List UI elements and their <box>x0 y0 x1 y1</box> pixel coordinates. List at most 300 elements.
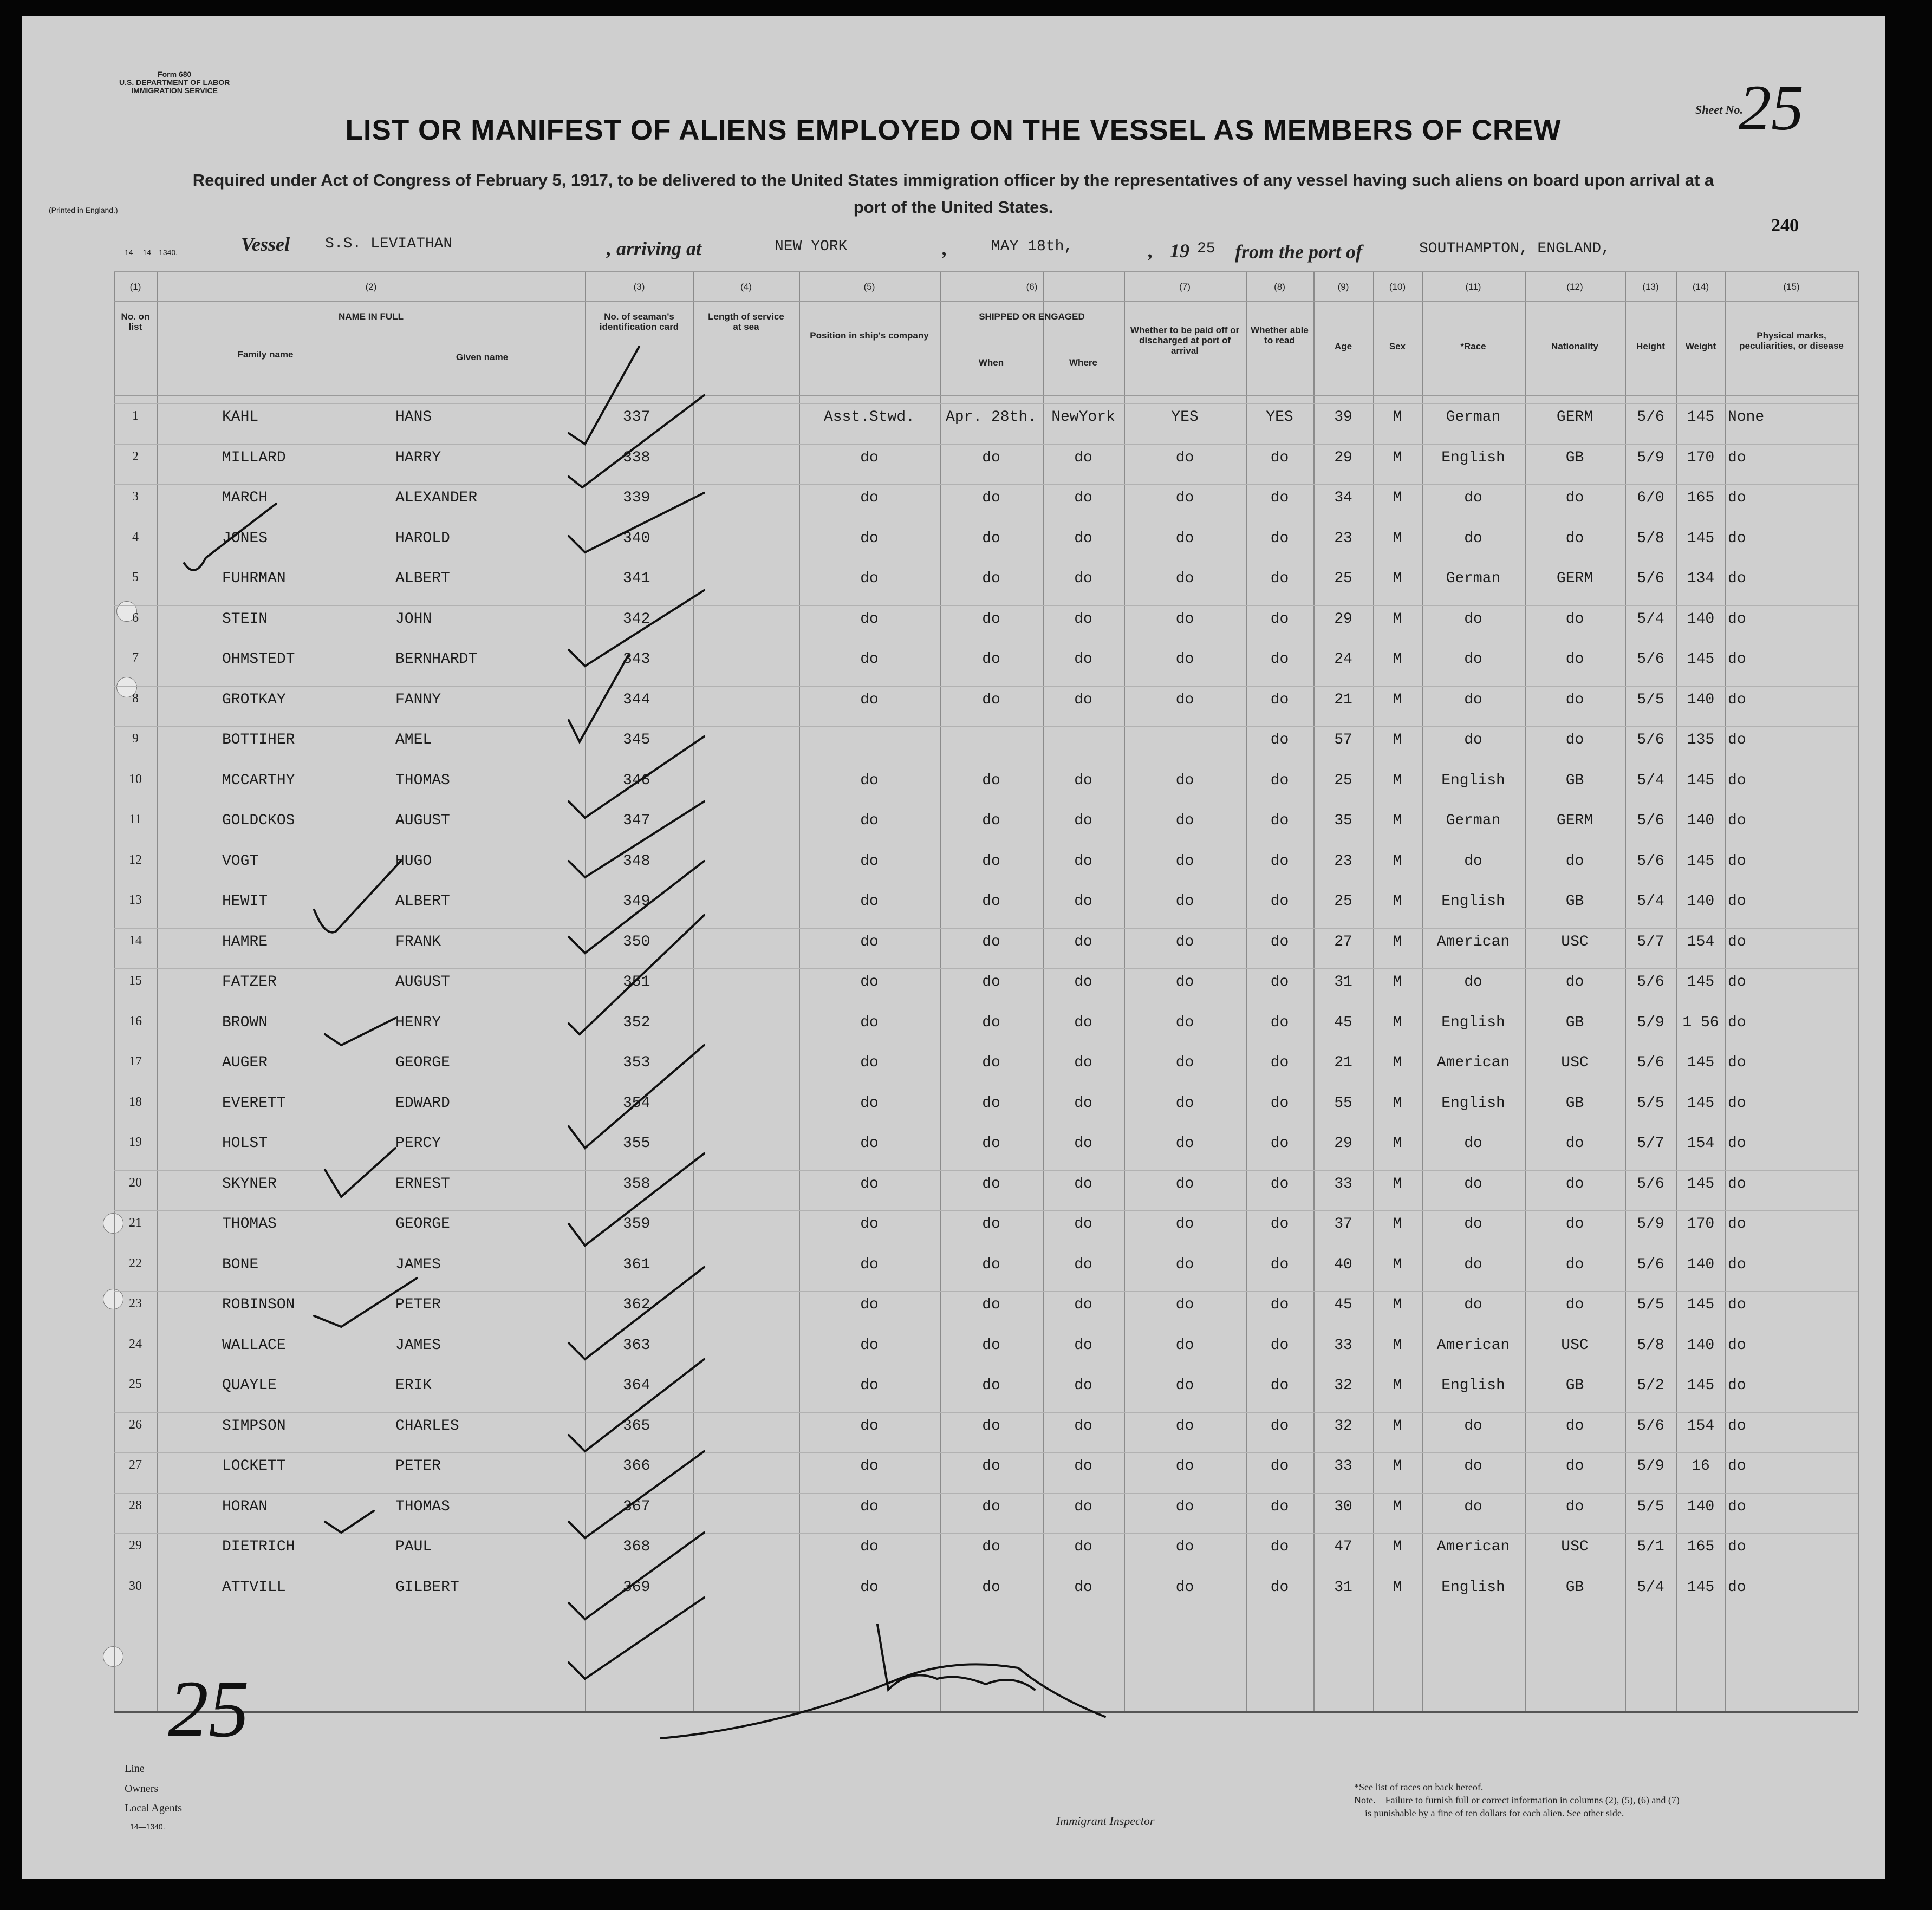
cell-family: BONE <box>222 1256 259 1273</box>
cell-weight: 170 <box>1687 1216 1715 1233</box>
cell-paid: do <box>1175 1377 1194 1394</box>
cell-where: do <box>1074 934 1092 950</box>
cell-when: do <box>982 772 1000 789</box>
cell-given: GILBERT <box>395 1579 459 1596</box>
cell-no: 26 <box>129 1418 142 1432</box>
owners-label: Owners <box>125 1783 159 1795</box>
cell-nationality: do <box>1565 1498 1584 1515</box>
cell-physical: do <box>1728 893 1746 910</box>
cell-nationality: do <box>1565 692 1584 708</box>
footer-code: 14—1340. <box>130 1822 165 1831</box>
cell-weight: 145 <box>1687 1054 1715 1071</box>
agents-label: Local Agents <box>125 1802 183 1814</box>
cell-where: do <box>1074 530 1092 547</box>
cell-where: do <box>1074 651 1092 668</box>
cell-given: ERNEST <box>395 1176 450 1192</box>
cell-read: do <box>1270 651 1289 668</box>
handwritten-total: 25 <box>168 1664 249 1754</box>
check-mark <box>569 1045 704 1148</box>
cell-weight: 134 <box>1687 570 1715 587</box>
cell-sex: M <box>1393 1135 1402 1152</box>
cell-race: do <box>1464 1135 1482 1152</box>
cell-height: 5/6 <box>1637 1256 1664 1273</box>
cell-race: do <box>1464 651 1482 668</box>
cell-paid: do <box>1175 1095 1194 1112</box>
cell-nationality: do <box>1565 530 1584 547</box>
cell-no: 10 <box>129 772 142 786</box>
column-number: (15) <box>1783 282 1800 292</box>
cell-card: 368 <box>623 1539 650 1555</box>
cell-age: 33 <box>1334 1176 1352 1192</box>
cell-where: do <box>1074 1296 1092 1313</box>
cell-card: 347 <box>623 812 650 829</box>
cell-paid: do <box>1175 1216 1194 1233</box>
cell-family: BOTTIHER <box>222 732 295 748</box>
cell-card: 340 <box>623 530 650 547</box>
cell-weight: 140 <box>1687 1337 1715 1354</box>
cell-position: do <box>860 1176 879 1192</box>
cell-nationality: do <box>1565 1135 1584 1152</box>
cell-nationality: do <box>1565 1256 1584 1273</box>
cell-family: ATTVILL <box>222 1579 286 1596</box>
cell-card: 350 <box>623 934 650 950</box>
cell-no: 18 <box>129 1095 142 1109</box>
department: U.S. DEPARTMENT OF LABOR <box>119 78 230 87</box>
cell-where: do <box>1074 1216 1092 1233</box>
cell-when: do <box>982 449 1000 466</box>
cell-when: do <box>982 893 1000 910</box>
cell-given: FRANK <box>395 934 441 950</box>
header-age: Age <box>1334 341 1352 351</box>
cell-no: 17 <box>129 1054 142 1068</box>
cell-weight: 170 <box>1687 449 1715 466</box>
header-where: Where <box>1069 357 1097 368</box>
cell-where: do <box>1074 1054 1092 1071</box>
cell-physical: do <box>1728 1216 1746 1233</box>
cell-family: SKYNER <box>222 1176 277 1192</box>
cell-physical: do <box>1728 1539 1746 1555</box>
cell-card: 369 <box>623 1579 650 1596</box>
cell-physical: do <box>1728 1054 1746 1071</box>
cell-race: do <box>1464 1296 1482 1313</box>
cell-age: 24 <box>1334 651 1352 668</box>
year-suffix: 25 <box>1197 240 1215 257</box>
cell-age: 37 <box>1334 1216 1352 1233</box>
cell-when: do <box>982 812 1000 829</box>
cell-weight: 145 <box>1687 853 1715 870</box>
cell-nationality: GB <box>1565 1579 1584 1596</box>
cell-age: 23 <box>1334 530 1352 547</box>
cell-nationality: GB <box>1565 1095 1584 1112</box>
cell-family: HAMRE <box>222 934 268 950</box>
cell-no: 24 <box>129 1337 142 1351</box>
cell-read: do <box>1270 611 1289 628</box>
cell-where: do <box>1074 1458 1092 1475</box>
cell-race: American <box>1436 1054 1510 1071</box>
cell-physical: do <box>1728 611 1746 628</box>
cell-sex: M <box>1393 449 1402 466</box>
cell-weight: 145 <box>1687 974 1715 990</box>
cell-position: do <box>860 934 879 950</box>
cell-when: do <box>982 1014 1000 1031</box>
cell-nationality: do <box>1565 651 1584 668</box>
cell-family: MCCARTHY <box>222 772 295 789</box>
cell-where: do <box>1074 1337 1092 1354</box>
cell-nationality: do <box>1565 732 1584 748</box>
cell-physical: do <box>1728 1014 1746 1031</box>
cell-where: do <box>1074 1377 1092 1394</box>
cell-nationality: do <box>1565 490 1584 506</box>
cell-no: 15 <box>129 974 142 988</box>
cell-weight: 154 <box>1687 934 1715 950</box>
cell-sex: M <box>1393 490 1402 506</box>
cell-sex: M <box>1393 1377 1402 1394</box>
cell-weight: 154 <box>1687 1418 1715 1435</box>
cell-position: do <box>860 1418 879 1435</box>
cell-physical: do <box>1728 1095 1746 1112</box>
cell-paid: do <box>1175 934 1194 950</box>
cell-read: do <box>1270 530 1289 547</box>
cell-age: 47 <box>1334 1539 1352 1555</box>
cell-card: 355 <box>623 1135 650 1152</box>
header-name-in-full: NAME IN FULL <box>339 311 404 322</box>
cell-height: 5/4 <box>1637 1579 1664 1596</box>
cell-family: SIMPSON <box>222 1418 286 1435</box>
cell-age: 29 <box>1334 1135 1352 1152</box>
cell-card: 345 <box>623 732 650 748</box>
cell-race: do <box>1464 853 1482 870</box>
cell-position: do <box>860 1498 879 1515</box>
cell-where: do <box>1074 1539 1092 1555</box>
cell-sex: M <box>1393 1095 1402 1112</box>
cell-physical: do <box>1728 853 1746 870</box>
cell-given: BERNHARDT <box>395 651 478 668</box>
cell-no: 6 <box>132 611 139 625</box>
cell-card: 365 <box>623 1418 650 1435</box>
cell-sex: M <box>1393 651 1402 668</box>
column-number: (5) <box>863 282 875 292</box>
cell-nationality: do <box>1565 974 1584 990</box>
check-mark <box>569 736 704 818</box>
cell-race: do <box>1464 530 1482 547</box>
cell-read: do <box>1270 449 1289 466</box>
page-title: LIST OR MANIFEST OF ALIENS EMPLOYED ON THE VESSEL AS MEMBERS OF CREW <box>345 114 1562 146</box>
cell-given: HARRY <box>395 449 441 466</box>
cell-age: 21 <box>1334 1054 1352 1071</box>
cell-sex: M <box>1393 812 1402 829</box>
cell-given: ALBERT <box>395 893 450 910</box>
cell-age: 32 <box>1334 1377 1352 1394</box>
cell-race: German <box>1446 409 1501 426</box>
cell-sex: M <box>1393 1176 1402 1192</box>
cell-physical: do <box>1728 1337 1746 1354</box>
header-given-name: Given name <box>456 352 509 362</box>
cell-race: do <box>1464 1216 1482 1233</box>
cell-weight: 165 <box>1687 490 1715 506</box>
cell-paid: do <box>1175 611 1194 628</box>
cell-age: 35 <box>1334 812 1352 829</box>
column-number: (2) <box>365 282 377 292</box>
cell-given: THOMAS <box>395 772 450 789</box>
cell-where: do <box>1074 893 1092 910</box>
cell-race: do <box>1464 974 1482 990</box>
cell-weight: 140 <box>1687 611 1715 628</box>
check-mark <box>325 1018 395 1045</box>
signature <box>877 1625 1035 1690</box>
cell-sex: M <box>1393 409 1402 426</box>
cell-paid: do <box>1175 449 1194 466</box>
cell-weight: 140 <box>1687 812 1715 829</box>
cell-physical: do <box>1728 974 1746 990</box>
cell-position: do <box>860 490 879 506</box>
cell-physical: do <box>1728 1377 1746 1394</box>
cell-position: do <box>860 1216 879 1233</box>
cell-position: do <box>860 1296 879 1313</box>
cell-position: do <box>860 530 879 547</box>
check-mark <box>569 655 628 742</box>
from-port-label: from the port of <box>1235 241 1363 263</box>
cell-read: do <box>1270 1498 1289 1515</box>
cell-when: do <box>982 1498 1000 1515</box>
cell-read: do <box>1270 893 1289 910</box>
cell-family: MARCH <box>222 490 268 506</box>
cell-where: do <box>1074 570 1092 587</box>
cell-nationality: USC <box>1561 934 1589 950</box>
cell-read: do <box>1270 732 1289 748</box>
check-mark <box>314 861 401 933</box>
cell-given: HANS <box>395 409 432 426</box>
cell-position: Asst.Stwd. <box>823 409 915 426</box>
cell-given: AUGUST <box>395 974 450 990</box>
cell-sex: M <box>1393 853 1402 870</box>
cell-read: do <box>1270 1377 1289 1394</box>
header-weight: Weight <box>1685 341 1716 351</box>
cell-physical: do <box>1728 934 1746 950</box>
cell-no: 2 <box>132 449 139 464</box>
cell-paid: YES <box>1171 409 1199 426</box>
races-note: *See list of races on back hereof. <box>1354 1782 1484 1792</box>
cell-family: AUGER <box>222 1054 268 1071</box>
cell-height: 5/9 <box>1637 1216 1664 1233</box>
cell-paid: do <box>1175 651 1194 668</box>
cell-position: do <box>860 974 879 990</box>
cell-no: 11 <box>129 812 142 826</box>
cell-when: do <box>982 1176 1000 1192</box>
cell-age: 21 <box>1334 692 1352 708</box>
cell-age: 29 <box>1334 449 1352 466</box>
check-mark <box>569 347 639 444</box>
cell-height: 6/0 <box>1637 490 1664 506</box>
cell-no: 7 <box>132 651 139 665</box>
cell-no: 19 <box>129 1135 142 1149</box>
cell-position: do <box>860 692 879 708</box>
cell-nationality: do <box>1565 1216 1584 1233</box>
check-mark <box>569 1153 704 1246</box>
cell-where: do <box>1074 1498 1092 1515</box>
check-mark <box>314 1278 417 1327</box>
cell-position: do <box>860 1539 879 1555</box>
cell-position: do <box>860 1337 879 1354</box>
cell-weight: 140 <box>1687 1498 1715 1515</box>
header-no-on-list: No. on list <box>121 311 150 332</box>
cell-position: do <box>860 1054 879 1071</box>
cell-sex: M <box>1393 772 1402 789</box>
cell-height: 5/4 <box>1637 893 1664 910</box>
cell-paid: do <box>1175 974 1194 990</box>
cell-height: 5/5 <box>1637 1095 1664 1112</box>
cell-card: 348 <box>623 853 650 870</box>
cell-card: 349 <box>623 893 650 910</box>
cell-where: do <box>1074 1256 1092 1273</box>
header-id-card: No. of seaman's identification card <box>599 311 679 332</box>
header-height: Height <box>1636 341 1665 351</box>
cell-when: do <box>982 611 1000 628</box>
cell-age: 33 <box>1334 1337 1352 1354</box>
service: IMMIGRATION SERVICE <box>131 86 218 95</box>
cell-height: 5/7 <box>1637 934 1664 950</box>
cell-age: 45 <box>1334 1014 1352 1031</box>
cell-paid: do <box>1175 1579 1194 1596</box>
cell-paid: do <box>1175 530 1194 547</box>
cell-weight: 145 <box>1687 1176 1715 1192</box>
cell-no: 25 <box>129 1377 142 1391</box>
cell-position: do <box>860 1256 879 1273</box>
cell-when: do <box>982 974 1000 990</box>
cell-nationality: do <box>1565 611 1584 628</box>
cell-read: YES <box>1266 409 1293 426</box>
cell-no: 13 <box>129 893 142 907</box>
cell-paid: do <box>1175 1498 1194 1515</box>
cell-physical: do <box>1728 570 1746 587</box>
cell-card: 344 <box>623 692 650 708</box>
cell-race: American <box>1436 1337 1510 1354</box>
cell-physical: do <box>1728 651 1746 668</box>
cell-read: do <box>1270 1296 1289 1313</box>
cell-position: do <box>860 1579 879 1596</box>
cell-nationality: do <box>1565 1176 1584 1192</box>
cell-physical: None <box>1728 409 1765 426</box>
cell-race: do <box>1464 732 1482 748</box>
year-prefix: 19 <box>1170 240 1189 262</box>
column-number: (1) <box>129 282 141 292</box>
cell-paid: do <box>1175 1337 1194 1354</box>
check-mark <box>569 1598 704 1679</box>
header-position: Position in ship's company <box>810 330 929 341</box>
cell-height: 5/5 <box>1637 1296 1664 1313</box>
arriving-label: , arriving at <box>607 238 702 259</box>
cell-sex: M <box>1393 732 1402 748</box>
cell-nationality: GB <box>1565 1377 1584 1394</box>
cell-paid: do <box>1175 692 1194 708</box>
cell-nationality: do <box>1565 1418 1584 1435</box>
cell-height: 5/6 <box>1637 1418 1664 1435</box>
cell-sex: M <box>1393 1054 1402 1071</box>
cell-sex: M <box>1393 1498 1402 1515</box>
cell-given: HENRY <box>395 1014 441 1031</box>
cell-height: 5/1 <box>1637 1539 1664 1555</box>
cell-when: do <box>982 1337 1000 1354</box>
cell-weight: 145 <box>1687 772 1715 789</box>
cell-age: 45 <box>1334 1296 1352 1313</box>
header-able-to-read: Whether able to read <box>1251 325 1309 346</box>
cell-age: 31 <box>1334 974 1352 990</box>
cell-height: 5/6 <box>1637 812 1664 829</box>
page-subtitle: Required under Act of Congress of February 5, 1917, to be delivered to the United States immigration officer by the representatives of any vessel having such aliens on board upon arrival at a port of the United States. <box>192 171 1714 217</box>
cell-card: 346 <box>623 772 650 789</box>
cell-card: 354 <box>623 1095 650 1112</box>
penalty-note-cont: is punishable by a fine of ten dollars for each alien. See other side. <box>1365 1808 1624 1818</box>
cell-family: ROBINSON <box>222 1296 295 1313</box>
column-number: (3) <box>633 282 645 292</box>
cell-sex: M <box>1393 1418 1402 1435</box>
cell-weight: 135 <box>1687 732 1715 748</box>
cell-when: do <box>982 853 1000 870</box>
cell-card: 359 <box>623 1216 650 1233</box>
cell-height: 5/8 <box>1637 530 1664 547</box>
cell-position: do <box>860 1014 879 1031</box>
cell-where: do <box>1074 974 1092 990</box>
cell-given: GEORGE <box>395 1054 450 1071</box>
cell-when: do <box>982 1579 1000 1596</box>
cell-when: do <box>982 1418 1000 1435</box>
cell-where: NewYork <box>1051 409 1115 426</box>
cell-paid: do <box>1175 1539 1194 1555</box>
cell-family: KAHL <box>222 409 259 426</box>
cell-nationality: USC <box>1561 1054 1589 1071</box>
cell-physical: do <box>1728 490 1746 506</box>
cell-height: 5/6 <box>1637 732 1664 748</box>
cell-height: 5/6 <box>1637 651 1664 668</box>
cell-when: do <box>982 570 1000 587</box>
cell-physical: do <box>1728 1498 1746 1515</box>
cell-family: HOLST <box>222 1135 268 1152</box>
cell-when: do <box>982 692 1000 708</box>
sheet-label: Sheet No. <box>1695 103 1743 116</box>
cell-height: 5/6 <box>1637 1176 1664 1192</box>
header-nationality: Nationality <box>1551 341 1598 351</box>
cell-height: 5/8 <box>1637 1337 1664 1354</box>
cell-no: 9 <box>132 732 139 746</box>
cell-no: 28 <box>129 1498 142 1513</box>
header-sex: Sex <box>1389 341 1406 351</box>
cell-family: GROTKAY <box>222 692 286 708</box>
cell-age: 25 <box>1334 570 1352 587</box>
check-mark <box>569 1267 704 1359</box>
vessel-label: Vessel <box>241 233 290 255</box>
cell-sex: M <box>1393 570 1402 587</box>
column-number: (9) <box>1337 282 1349 292</box>
cell-card: 362 <box>623 1296 650 1313</box>
cell-given: GEORGE <box>395 1216 450 1233</box>
form-code-number: 240 <box>1771 216 1799 236</box>
cell-paid: do <box>1175 1296 1194 1313</box>
check-mark <box>569 1533 704 1619</box>
cell-family: VOGT <box>222 853 259 870</box>
cell-height: 5/9 <box>1637 1458 1664 1475</box>
cell-no: 5 <box>132 570 139 584</box>
cell-race: do <box>1464 490 1482 506</box>
cell-family: FATZER <box>222 974 277 990</box>
cell-sex: M <box>1393 934 1402 950</box>
cell-position: do <box>860 1135 879 1152</box>
cell-age: 27 <box>1334 934 1352 950</box>
cell-age: 33 <box>1334 1458 1352 1475</box>
cell-race: do <box>1464 1176 1482 1192</box>
cell-race: do <box>1464 1256 1482 1273</box>
cell-read: do <box>1270 1418 1289 1435</box>
cell-height: 5/6 <box>1637 570 1664 587</box>
cell-read: do <box>1270 1216 1289 1233</box>
